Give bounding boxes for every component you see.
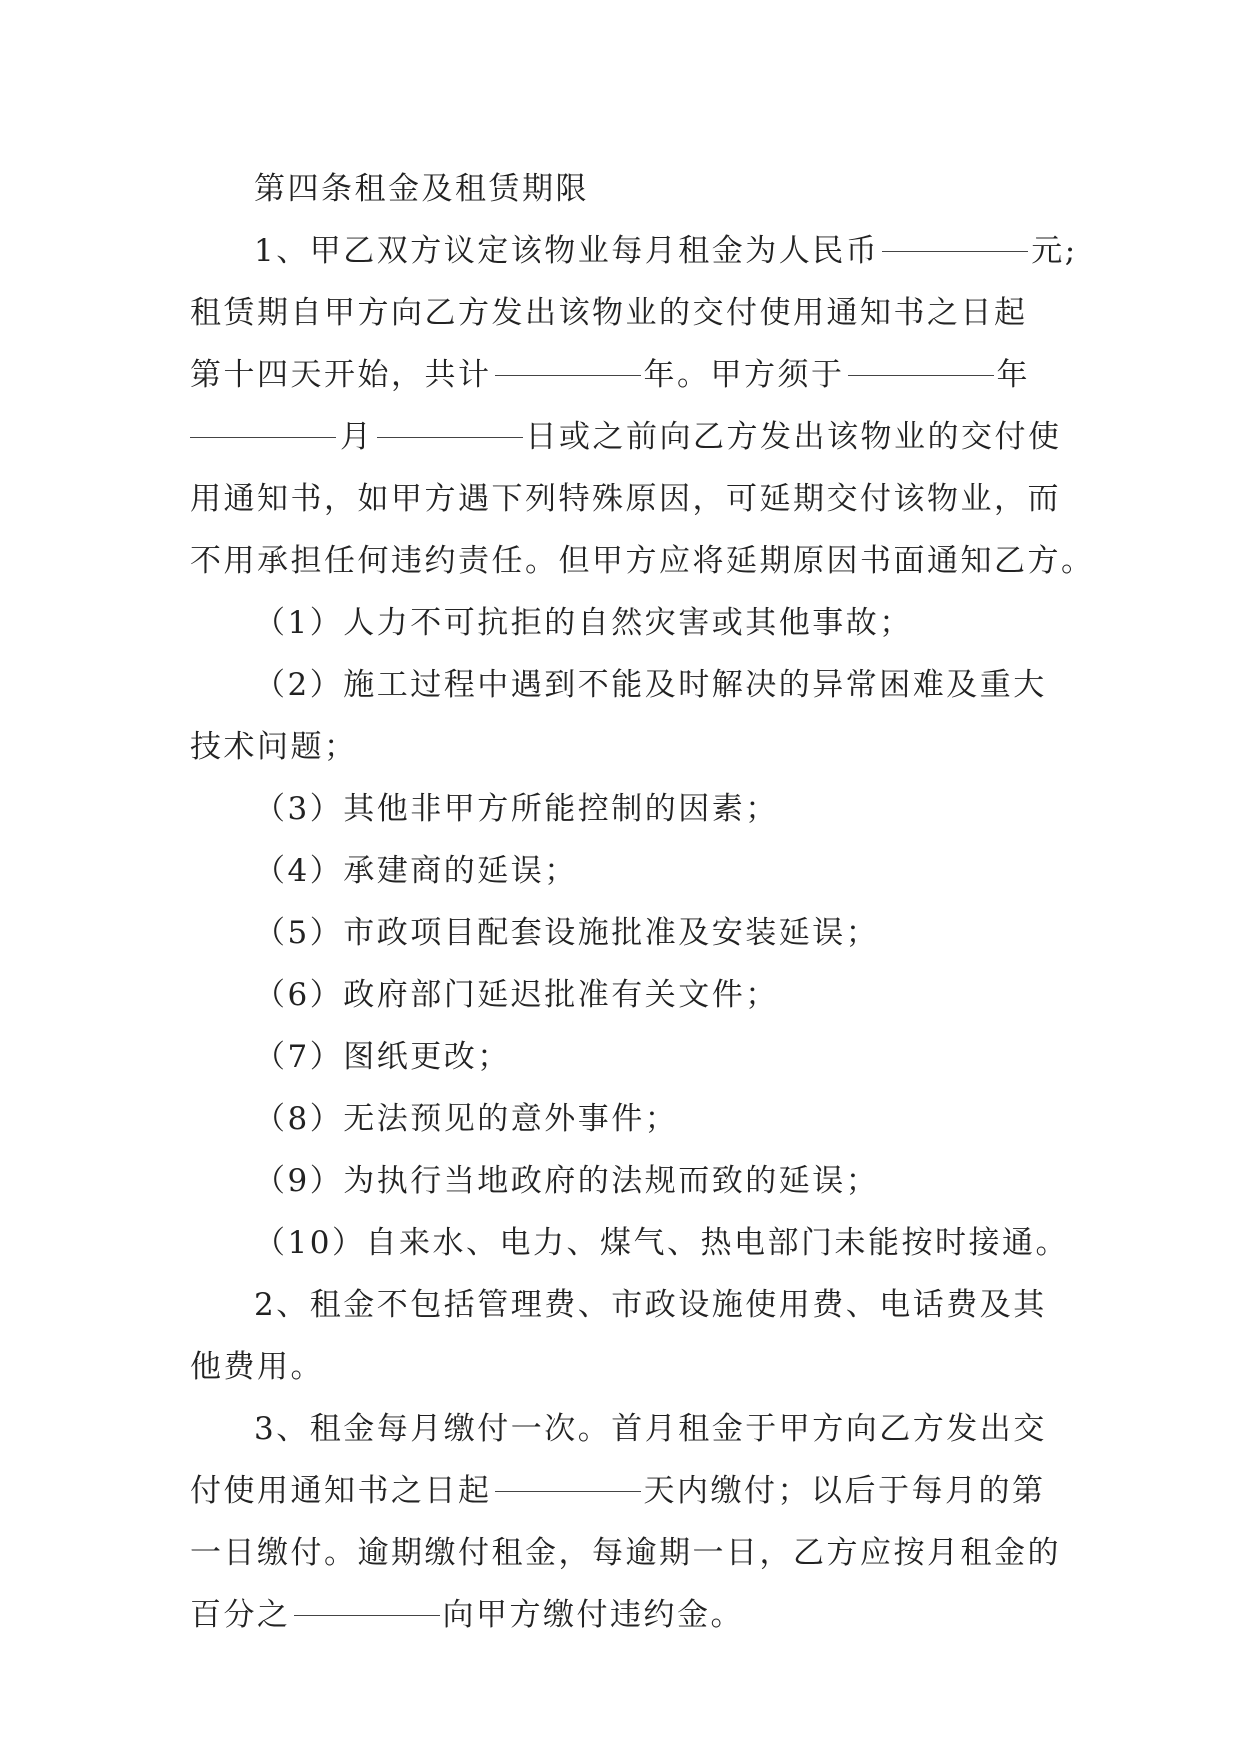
- delivery-year-blank: [848, 374, 994, 376]
- clause-3-line-4: [190, 1584, 1060, 1646]
- penalty-percent-blank: [294, 1614, 440, 1616]
- delivery-day-blank: [377, 436, 523, 438]
- clause-1-text: 年: [996, 357, 1030, 393]
- document-page: [190, 158, 1095, 1646]
- reason-text: （7）图纸更改；: [254, 1039, 511, 1075]
- payment-days-blank: [495, 1490, 641, 1492]
- reason-item: [190, 1088, 1060, 1150]
- clause-1-line-1: [190, 220, 1078, 282]
- clause-1-text: 1、甲乙双方议定该物业每月租金为人民币: [254, 233, 880, 269]
- clause-1-line-4: [190, 406, 1060, 468]
- reason-text: （2）施工过程中遇到不能及时解决的异常困难及重大: [254, 667, 1047, 703]
- clause-3-text: 天内缴付；以后于每月的第: [643, 1473, 1046, 1509]
- reason-text: （9）为执行当地政府的法规而致的延误；: [254, 1163, 880, 1199]
- clause-1-text: 不用承担任何违约责任。但甲方应将延期原因书面通知乙方。: [190, 543, 1095, 579]
- clause-1-text: 第十四天开始，共计: [190, 357, 492, 393]
- lease-years-blank: [495, 374, 641, 376]
- reason-item: [190, 654, 1060, 716]
- reason-text: （8）无法预见的意外事件；: [254, 1101, 679, 1137]
- reason-item: [190, 1212, 1069, 1274]
- clause-1-text: 元;: [1031, 233, 1078, 269]
- clause-1-text: 租赁期自甲方向乙方发出该物业的交付使用通知书之日起: [190, 295, 1028, 331]
- reason-item: [190, 1150, 1060, 1212]
- reason-item: [190, 964, 1060, 1026]
- reason-text: 技术问题；: [190, 729, 358, 765]
- section-heading: [190, 158, 1060, 220]
- reason-text: （3）其他非甲方所能控制的因素；: [254, 791, 779, 827]
- clause-3-line-2: [190, 1460, 1060, 1522]
- rent-amount-blank: [882, 250, 1028, 252]
- clause-3-text: 3、租金每月缴付一次。首月租金于甲方向乙方发出交: [254, 1411, 1047, 1447]
- clause-1-text: 月: [340, 419, 374, 455]
- reason-item: [190, 1026, 1060, 1088]
- clause-1-line-2: [190, 282, 1060, 344]
- clause-1-line-3: [190, 344, 1060, 406]
- reason-text: （1）人力不可抗拒的自然灾害或其他事故；: [254, 605, 913, 641]
- clause-3-line-3: [190, 1522, 1060, 1584]
- clause-3-text: 百分之: [190, 1597, 291, 1633]
- clause-1-line-5: [190, 468, 1060, 530]
- reason-item: [190, 778, 1060, 840]
- clause-1-text: 年。甲方须于: [643, 357, 845, 393]
- delivery-month-blank: [190, 436, 336, 438]
- clause-3-line-1: [190, 1398, 1060, 1460]
- clause-3-text: 一日缴付。逾期缴付租金，每逾期一日，乙方应按月租金的: [190, 1535, 1061, 1571]
- heading-text: 第四条租金及租赁期限: [254, 171, 589, 207]
- reason-item: [190, 840, 1060, 902]
- reason-item: [190, 902, 1060, 964]
- clause-1-text: 日或之前向乙方发出该物业的交付使: [525, 419, 1062, 455]
- clause-2-text: 他费用。: [190, 1349, 324, 1385]
- reason-item: [190, 592, 1060, 654]
- clause-1-text: 用通知书，如甲方遇下列特殊原因，可延期交付该物业，而: [190, 481, 1061, 517]
- clause-2-text: 2、租金不包括管理费、市政设施使用费、电话费及其: [254, 1287, 1047, 1323]
- clause-2-line-1: [190, 1274, 1060, 1336]
- reason-text: （10）自来水、电力、煤气、热电部门未能按时接通。: [254, 1225, 1069, 1261]
- reason-text: （5）市政项目配套设施批准及安装延误；: [254, 915, 880, 951]
- reason-text: （4）承建商的延误；: [254, 853, 578, 889]
- clause-3-text: 向甲方缴付违约金。: [442, 1597, 744, 1633]
- clause-3-text: 付使用通知书之日起: [190, 1473, 492, 1509]
- clause-2-line-2: [190, 1336, 1060, 1398]
- reason-item-continuation: [190, 716, 1060, 778]
- reason-text: （6）政府部门延迟批准有关文件；: [254, 977, 779, 1013]
- clause-1-line-6: [190, 530, 1095, 592]
